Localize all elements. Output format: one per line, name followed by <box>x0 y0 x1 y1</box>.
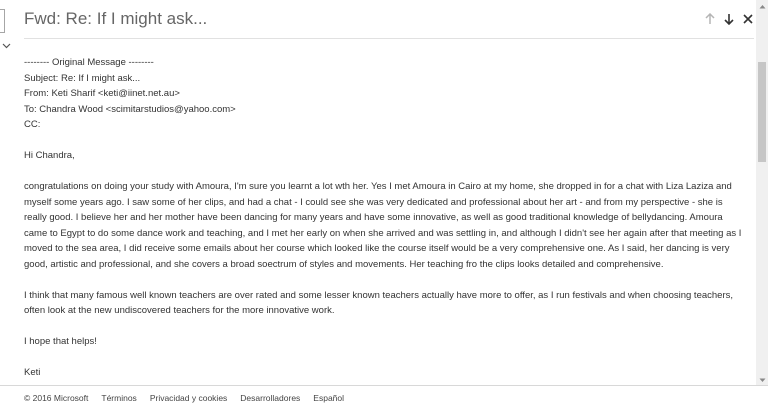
paragraph-2-text: I think that many famous well known teachers are over rated and some lesser known teachers actually have more to offer, as I run festivals and when choosing teachers, often look at the new undiscovered teachers for the more innovative work. <box>24 289 734 316</box>
chevron-down-icon[interactable] <box>2 42 12 52</box>
arrow-up-icon[interactable] <box>703 12 716 26</box>
footer-link-language[interactable]: Español <box>313 392 345 403</box>
greeting <box>24 148 744 164</box>
scroll-up-icon[interactable] <box>756 0 768 12</box>
close-icon[interactable] <box>741 12 754 26</box>
copyright-text: © 2016 Microsoft <box>24 392 89 403</box>
quoted-cc: CC: <box>24 119 41 130</box>
original-message-marker: -------- Original Message -------- <box>24 57 154 68</box>
paragraph-3-text: I hope that helps! <box>24 336 97 347</box>
footer-link-privacy[interactable]: Privacidad y cookies <box>149 392 228 403</box>
quoted-subject: Subject: Re: If I might ask... <box>24 72 141 84</box>
paragraph-3 <box>24 334 744 350</box>
footer-link-terms[interactable]: Términos <box>101 392 137 403</box>
signature <box>24 365 744 381</box>
header-actions <box>703 12 754 26</box>
message-body <box>24 55 744 381</box>
paragraph-2 <box>24 288 744 319</box>
paragraph-1 <box>24 179 744 272</box>
paragraph-1-text: congratulations on doing your study with Amoura, I'm sure you learnt a lot wth her. Yes I met Amoura in Cairo at my home, she dropped in for a chat with Liza Laziza and myself some years ago. I saw some of her clips, and had a chat - I could see she was very dedicated and professional about her art - and from my perspective - she is really good. I believe her and her mother have been dancing for many years and have some innovative, as well as good traditional knowledge of bellydancing. Amoura came to Egypt to do some dance work and teaching, and I met her early on when she arrived and was settling in, and although I didn't see her again after that meeting as I moved to the sea area, I did receive some emails about her course which looked like the course itself would be a very comprehensive one. As I said, her dancing is very good, artistic and professional, and she covers a broad soectrum of styles and movements. Her teaching fro the clips looks detailed and comprehensive. <box>24 181 742 270</box>
message-subject: Fwd: Re: If I might ask... <box>24 9 208 28</box>
left-pane-edge[interactable] <box>0 9 5 33</box>
vertical-scrollbar[interactable] <box>756 0 768 386</box>
signature-text: Keti <box>24 367 41 378</box>
footer-link-developers[interactable]: Desarrolladores <box>240 392 301 403</box>
quoted-from: From: Keti Sharif <keti@iinet.net.au> <box>24 88 180 99</box>
quoted-to: To: Chandra Wood <scimitarstudios@yahoo.com> <box>24 103 236 115</box>
message-header <box>24 0 754 39</box>
greeting-text: Hi Chandra, <box>24 150 75 161</box>
page-footer <box>0 385 768 409</box>
scroll-thumb[interactable] <box>758 62 766 162</box>
arrow-down-icon[interactable] <box>722 12 735 26</box>
